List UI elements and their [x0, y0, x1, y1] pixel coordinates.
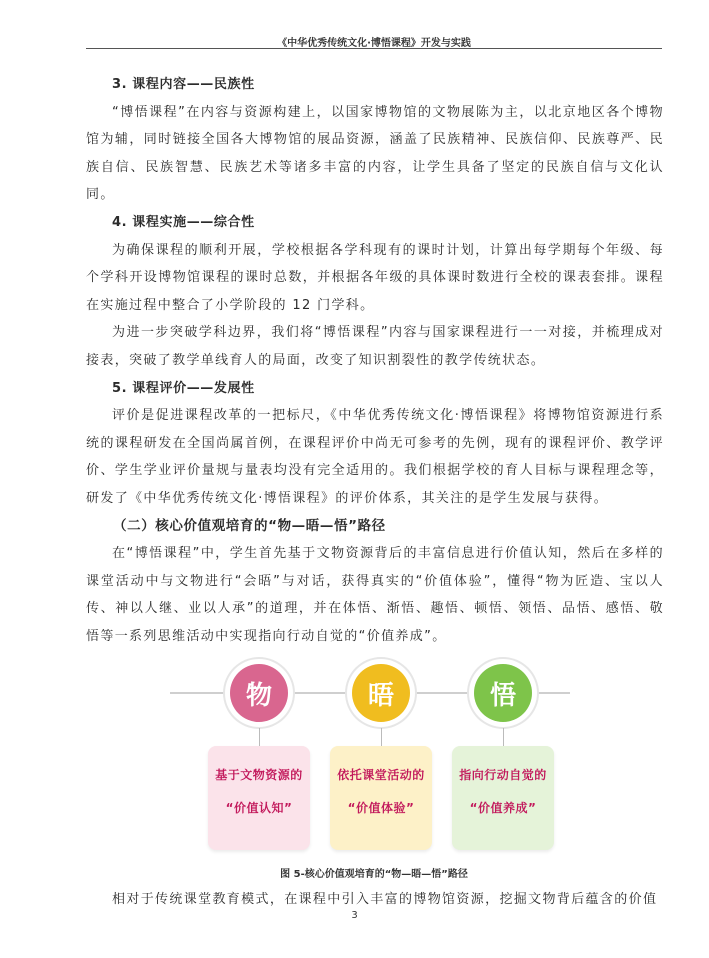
section-heading-evaluation: 5. 课程评价——发展性: [112, 380, 255, 396]
header-rule: [86, 48, 662, 49]
paragraph: 为确保课程的顺利开展，学校根据各学科现有的课时计划，计算出每学期每个年级、每个学科开设博物馆课程的课时总数，并根据各年级的具体课时数进行全校的课表套排。课程在实施过程中整合了小学阶段的 12 门学科。: [86, 242, 664, 313]
card-line: 依托课堂活动的: [337, 768, 425, 782]
card-line: “价值养成”: [469, 801, 537, 815]
card-line: “价值认知”: [225, 801, 293, 815]
section-heading-core-values: （二）核心价值观培育的“物—晤—悟”路径: [113, 517, 386, 534]
paragraph: 在“博悟课程”中，学生首先基于文物资源背后的丰富信息进行价值认知，然后在多样的课堂活动中与文物进行“会晤”与对话，获得真实的“价值体验”，懂得“物为匠造、宝以人传、神以人继、业以人承”的道理，并在体悟、渐悟、趣悟、顿悟、领悟、品悟、感悟、敬悟等一系列思维活动中实现指向行动自觉的“价值养成”。: [86, 546, 664, 644]
card-line: 基于文物资源的: [215, 768, 303, 782]
card-line: “价值体验”: [347, 801, 415, 815]
node-circle-wu: 物: [230, 664, 288, 722]
paragraph: 为进一步突破学科边界，我们将“博悟课程”内容与国家课程进行一一对接，并梳理成对接表，突破了教学单线育人的局面，改变了知识割裂性的教学传统状态。: [86, 325, 664, 368]
node-circle-wu-enlighten: 悟: [474, 664, 532, 722]
stem-line: [381, 728, 382, 746]
section-heading-implementation: 4. 课程实施——综合性: [112, 214, 255, 230]
node-circle-wu-meet: 晤: [352, 664, 410, 722]
paragraph: “博悟课程”在内容与资源构建上，以国家博物馆的文物展陈为主，以北京地区各个博物馆为辅，同时链接全国各大博物馆的展品资源，涵盖了民族精神、民族信仰、民族尊严、民族自信、民族智慧、民族艺术等诸多丰富的内容，让学生具备了坚定的民族自信与文化认同。: [86, 104, 664, 203]
page-number: 3: [351, 910, 358, 921]
figure-caption: 图 5-核心价值观培育的“物—晤—悟”路径: [280, 869, 468, 880]
node-card-formation: [452, 746, 554, 850]
paragraph: 相对于传统课堂教育模式，在课程中引入丰富的博物馆资源，挖掘文物背后蕴含的价值: [112, 892, 658, 907]
card-line: 指向行动自觉的: [459, 768, 547, 782]
body-text: [86, 71, 664, 650]
node-card-cognition: [208, 746, 310, 850]
paragraph: 评价是促进课程改革的一把标尺，《中华优秀传统文化·博悟课程》将博物馆资源进行系统的课程研发在全国尚属首例，在课程评价中尚无可参考的先例，现有的课程评价、教学评价、学生学业评价量规与量表均没有完全适用的。我们根据学校的育人目标与课程理念等，研发了《中华优秀传统文化·博悟课程》的评价体系，其关注的是学生发展与获得。: [86, 408, 664, 506]
path-diagram: [170, 662, 570, 862]
running-header: 《中华优秀传统文化·博悟课程》开发与实践: [277, 38, 471, 49]
section-heading-content: 3. 课程内容——民族性: [112, 77, 255, 92]
node-card-experience: [330, 746, 432, 850]
stem-line: [503, 728, 504, 746]
stem-line: [259, 728, 260, 746]
